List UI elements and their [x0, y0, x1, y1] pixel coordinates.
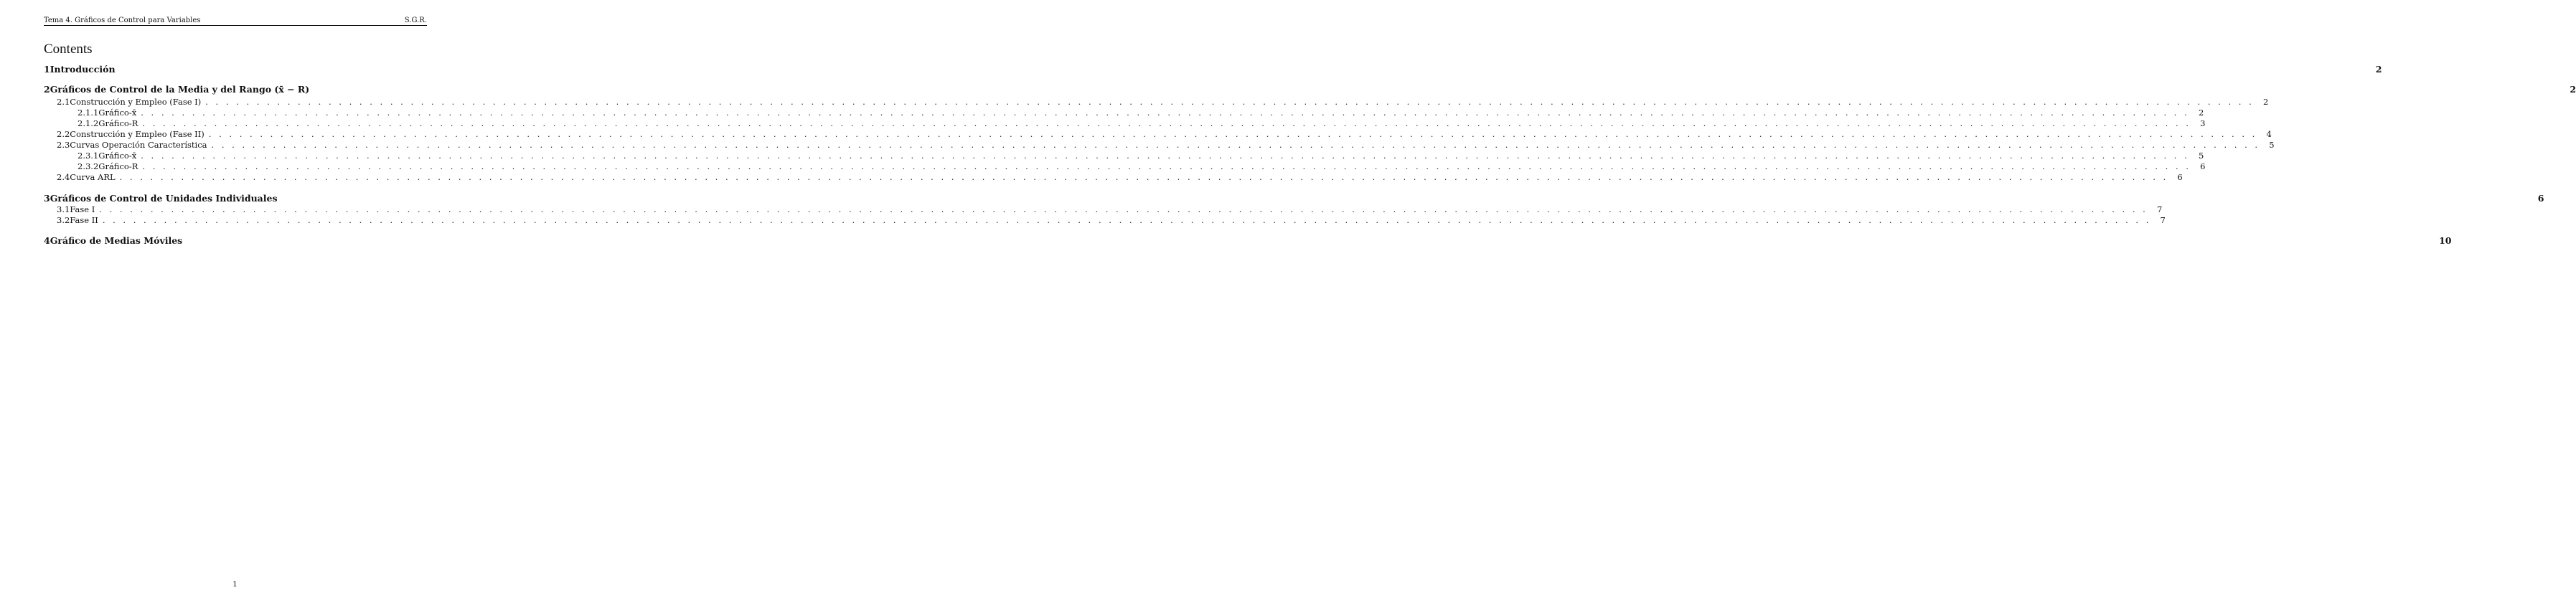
toc-entry-label: Fase II [70, 215, 98, 225]
toc-entry-page: 2 [2375, 64, 2382, 75]
toc-entry-label: Construcción y Empleo (Fase II) [70, 129, 205, 139]
toc-entry-2-3[interactable] [44, 140, 2275, 150]
toc-entry-label: Curvas Operación Característica [70, 140, 207, 150]
toc-entry-page: 6 [2200, 161, 2206, 171]
toc-entry-number: 2.1.2 [77, 118, 99, 128]
page-title: Contents [44, 42, 93, 57]
toc-entry-label: Gráfico-R [98, 161, 138, 171]
toc-dot-leader: . . . . . . . . . . . . . . . . . . . . . . . . . . . . . . . . . . . . . . . . . . . . . . . . . . . . . . . . . . . . . . . . . . . . . . . . . . . . . . . . . . . . . . . . . . . . . . . . . . . . . . . . . . . . . . . . . . . . . . . . . . . . . . . . . . . . . . . . . . . . . . . . . . . . . . . . . . . . . . . . . . . . . . . . . . . . . . . . . . . . . . . . . . . . . . . . . . . . . . . . [102, 215, 2151, 225]
toc-entry-page: 2 [2570, 84, 2576, 95]
toc-entry-page: 6 [2537, 193, 2544, 204]
toc-entry-label: Gráficos de Control de la Media y del Rango (x̄ − R) [50, 84, 310, 95]
toc-entry-page: 7 [2160, 215, 2166, 225]
toc-entry-number: 3 [44, 193, 50, 204]
toc-entry-number: 2.3.1 [77, 151, 99, 161]
toc-entry-number: 2.1 [57, 97, 70, 107]
toc-entry-3-1[interactable] [44, 204, 2163, 214]
toc-dot-leader: . . . . . . . . . . . . . . . . . . . . . . . . . . . . . . . . . . . . . . . . . . . . . . . . . . . . . . . . . . . . . . . . . . . . . . . . . . . . . . . . . . . . . . . . . . . . . . . . . . . . . . . . . . . . . . . . . . . . . . . . . . . . . . . . . . . . . . . . . . . . . . . . . . . . . . . . . . . . . . . . . . . . . . . . . . . . . . . . . . . . . . . . . . . . . . . . . . . . . . . . [205, 97, 2255, 107]
toc-dot-leader: . . . . . . . . . . . . . . . . . . . . . . . . . . . . . . . . . . . . . . . . . . . . . . . . . . . . . . . . . . . . . . . . . . . . . . . . . . . . . . . . . . . . . . . . . . . . . . . . . . . . . . . . . . . . . . . . . . . . . . . . . . . . . . . . . . . . . . . . . . . . . . . . . . . . . . . . . . . . . . . . . . . . . . . . . . . . . . . . . . . . . . . . . . . . . . . . . . . . . . . . [141, 151, 2190, 161]
toc-entry-2-1[interactable] [44, 97, 2269, 107]
toc-entry-label: Gráficos de Control de Unidades Individuales [50, 193, 278, 204]
toc-entry-page: 10 [2439, 235, 2452, 246]
toc-entry-3[interactable] [44, 193, 2544, 204]
toc-dot-leader: . . . . . . . . . . . . . . . . . . . . . . . . . . . . . . . . . . . . . . . . . . . . . . . . . . . . . . . . . . . . . . . . . . . . . . . . . . . . . . . . . . . . . . . . . . . . . . . . . . . . . . . . . . . . . . . . . . . . . . . . . . . . . . . . . . . . . . . . . . . . . . . . . . . . . . . . . . . . . . . . . . . . . . . . . . . . . . . . . . . . . . . . . . . . . . . . . . . . . . . . [211, 140, 2260, 150]
toc-dot-leader: . . . . . . . . . . . . . . . . . . . . . . . . . . . . . . . . . . . . . . . . . . . . . . . . . . . . . . . . . . . . . . . . . . . . . . . . . . . . . . . . . . . . . . . . . . . . . . . . . . . . . . . . . . . . . . . . . . . . . . . . . . . . . . . . . . . . . . . . . . . . . . . . . . . . . . . . . . . . . . . . . . . . . . . . . . . . . . . . . . . . . . . . . . . . . . . . . . . . . . . . [142, 118, 2191, 128]
toc-entry-number: 3.1 [57, 204, 70, 214]
toc-entry-number: 2 [44, 84, 50, 95]
toc-dot-leader: . . . . . . . . . . . . . . . . . . . . . . . . . . . . . . . . . . . . . . . . . . . . . . . . . . . . . . . . . . . . . . . . . . . . . . . . . . . . . . . . . . . . . . . . . . . . . . . . . . . . . . . . . . . . . . . . . . . . . . . . . . . . . . . . . . . . . . . . . . . . . . . . . . . . . . . . . . . . . . . . . . . . . . . . . . . . . . . . . . . . . . . . . . . . . . . . . . . . . . . . [142, 161, 2191, 171]
toc-entry-1[interactable] [44, 64, 2382, 75]
header-title: Tema 4. Gráficos de Control para Variables [44, 16, 201, 24]
toc-entry-number: 2.4 [57, 172, 70, 182]
toc-entry-2-2[interactable] [44, 129, 2272, 139]
toc-dot-leader: . . . . . . . . . . . . . . . . . . . . . . . . . . . . . . . . . . . . . . . . . . . . . . . . . . . . . . . . . . . . . . . . . . . . . . . . . . . . . . . . . . . . . . . . . . . . . . . . . . . . . . . . . . . . . . . . . . . . . . . . . . . . . . . . . . . . . . . . . . . . . . . . . . . . . . . . . . . . . . . . . . . . . . . . . . . . . . . . . . . . . . . . . . . . . . . . . . . . . . . . [119, 172, 2168, 182]
toc-entry-label: Gráfico-x̄ [98, 108, 137, 118]
running-header [44, 14, 427, 26]
toc-entry-page: 5 [2198, 151, 2204, 161]
toc-entry-page: 2 [2262, 97, 2269, 107]
toc-entry-2-1-2[interactable] [44, 118, 2206, 128]
toc-entry-page: 5 [2269, 140, 2275, 150]
toc-entry-number: 4 [44, 235, 50, 246]
toc-entry-number: 1 [44, 64, 50, 75]
toc-entry-2-3-2[interactable] [44, 161, 2206, 171]
toc-entry-number: 2.2 [57, 129, 70, 139]
toc-entry-label: Introducción [50, 64, 116, 75]
toc-entry-label: Curva ARL [70, 172, 116, 182]
toc-dot-leader: . . . . . . . . . . . . . . . . . . . . . . . . . . . . . . . . . . . . . . . . . . . . . . . . . . . . . . . . . . . . . . . . . . . . . . . . . . . . . . . . . . . . . . . . . . . . . . . . . . . . . . . . . . . . . . . . . . . . . . . . . . . . . . . . . . . . . . . . . . . . . . . . . . . . . . . . . . . . . . . . . . . . . . . . . . . . . . . . . . . . . . . . . . . . . . . . . . . . . . . . [208, 129, 2257, 139]
page-number: 1 [232, 580, 238, 589]
toc-entry-label: Gráfico de Medias Móviles [50, 235, 183, 246]
toc-entry-number: 3.2 [57, 215, 70, 225]
toc-entry-2-4[interactable] [44, 172, 2183, 182]
toc-dot-leader: . . . . . . . . . . . . . . . . . . . . . . . . . . . . . . . . . . . . . . . . . . . . . . . . . . . . . . . . . . . . . . . . . . . . . . . . . . . . . . . . . . . . . . . . . . . . . . . . . . . . . . . . . . . . . . . . . . . . . . . . . . . . . . . . . . . . . . . . . . . . . . . . . . . . . . . . . . . . . . . . . . . . . . . . . . . . . . . . . . . . . . . . . . . . . . . . . . . . . . . . [141, 108, 2190, 118]
toc-entry-page: 6 [2177, 172, 2183, 182]
toc-entry-number: 2.3.2 [77, 161, 99, 171]
toc-entry-2-3-1[interactable] [44, 151, 2204, 161]
toc-entry-number: 2.3 [57, 140, 70, 150]
header-author: S.G.R. [404, 16, 427, 24]
toc-entry-page: 7 [2157, 204, 2163, 214]
toc-entry-page: 2 [2198, 108, 2204, 118]
toc-entry-label: Gráfico-R [98, 118, 138, 128]
toc-entry-3-2[interactable] [44, 215, 2166, 225]
toc-entry-label: Gráfico-x̄ [98, 151, 137, 161]
toc-entry-4[interactable] [44, 235, 2452, 246]
toc-entry-2[interactable] [44, 84, 2576, 95]
toc-entry-label: Fase I [70, 204, 95, 214]
toc-entry-label: Construcción y Empleo (Fase I) [70, 97, 202, 107]
toc-entry-number: 2.1.1 [77, 108, 99, 118]
toc-entry-2-1-1[interactable] [44, 108, 2204, 118]
toc-entry-page: 4 [2266, 129, 2272, 139]
toc-entry-page: 3 [2200, 118, 2206, 128]
toc-dot-leader: . . . . . . . . . . . . . . . . . . . . . . . . . . . . . . . . . . . . . . . . . . . . . . . . . . . . . . . . . . . . . . . . . . . . . . . . . . . . . . . . . . . . . . . . . . . . . . . . . . . . . . . . . . . . . . . . . . . . . . . . . . . . . . . . . . . . . . . . . . . . . . . . . . . . . . . . . . . . . . . . . . . . . . . . . . . . . . . . . . . . . . . . . . . . . . . . . . . . . . . . [99, 204, 2148, 214]
